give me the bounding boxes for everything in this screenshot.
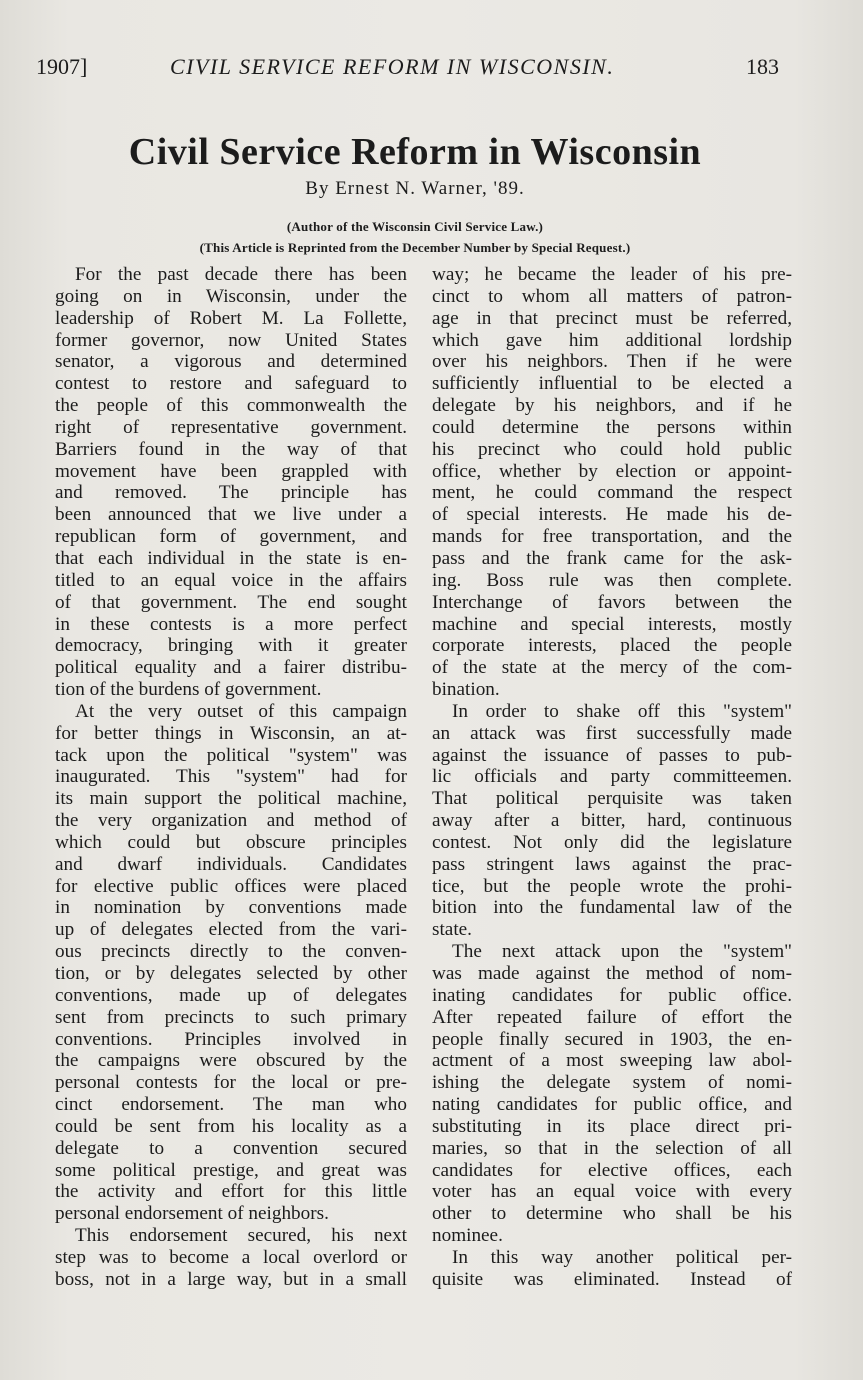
text-line: tack upon the political "system" was [55,744,407,766]
article-byline: By Ernest N. Warner, '89. [305,178,525,199]
text-line: the very organization and method of [55,810,407,832]
text-line: corporate interests, placed the people [432,635,792,657]
text-line: inaugurated. This "system" had for [55,766,407,788]
text-line: conventions, made up of delegates [55,984,407,1006]
running-head-title: CIVIL SERVICE REFORM IN WISCONSIN. [170,54,615,79]
text-line: Interchange of favors between the [432,591,792,613]
text-line: titled to an equal voice in the affairs [55,569,407,591]
text-line: inating candidates for public office. [432,984,792,1006]
text-line: This endorsement secured, his next [75,1225,407,1247]
text-line: At the very outset of this campaign [75,700,407,722]
text-line: leadership of Robert M. La Follette, [55,307,407,329]
running-head [36,50,779,84]
text-line: pass stringent laws against the prac- [432,853,792,875]
text-line: machine and special interests, mostly [432,613,792,635]
reprint-note: (This Article is Reprinted from the December Number by Special Request.) [199,240,631,255]
text-line: up of delegates elected from the vari- [55,919,407,941]
text-line: For the past decade there has been [75,264,407,285]
text-line: conventions. Principles involved in [55,1028,407,1050]
right-column [432,264,792,1291]
text-line: delegate by his neighbors, and if he [432,395,792,417]
text-line: maries, so that in the selection of all [432,1137,792,1159]
article-title: Civil Service Reform in Wisconsin [128,131,702,173]
text-line: senator, a vigorous and determined [55,351,407,373]
text-line: cinct to whom all matters of patron- [432,285,792,307]
text-line: and dwarf individuals. Candidates [55,853,407,875]
text-line: against the issuance of passes to pub- [432,744,792,766]
text-line: of special interests. He made his de- [432,504,792,526]
text-line: away after a bitter, hard, continuous [432,810,792,832]
text-line: office, whether by election or appoint- [432,460,792,482]
text-line: way; he became the leader of his pre- [432,264,792,285]
text-line: In this way another political per- [452,1246,792,1268]
text-line: going on in Wisconsin, under the [55,285,407,307]
text-line: delegate to a convention secured [55,1137,407,1159]
text-line: ment, he could command the respect [432,482,792,504]
text-line: political equality and a fairer distribu- [55,657,407,679]
text-line: in nomination by conventions made [55,897,407,919]
text-line: was made against the method of nom- [432,963,792,984]
text-line: lic officials and party committeemen. [432,766,792,788]
text-line: contest to restore and safeguard to [55,373,407,395]
text-line: some political prestige, and great was [55,1159,407,1181]
text-line: quisite was eliminated. Instead of [432,1268,792,1290]
text-line: in these contests is a more perfect [55,613,407,635]
text-line: personal contests for the local or pre- [55,1072,407,1094]
text-line: for better things in Wisconsin, an at- [55,722,407,744]
text-line: people finally secured in 1903, the en- [432,1028,792,1050]
text-line: cinct endorsement. The man who [55,1094,407,1116]
text-line: for elective public offices were placed [55,875,407,897]
author-note: (Author of the Wisconsin Civil Service Law.) [286,219,544,234]
text-line: personal endorsement of neighbors. [55,1203,329,1225]
text-line: The next attack upon the "system" [452,941,792,963]
text-line: boss, not in a large way, but in a small [55,1268,407,1290]
text-line: right of representative government. [55,416,407,438]
text-line: After repeated failure of effort the [432,1006,792,1028]
text-line: his precinct who could hold public [432,438,792,460]
text-line: step was to become a local overlord or [55,1246,407,1268]
text-line: ishing the delegate system of nomi- [432,1072,792,1094]
text-line: the activity and effort for this little [55,1181,407,1203]
text-line: candidates for elective offices, each [432,1159,792,1181]
text-line: the campaigns were obscured by the [55,1050,407,1072]
text-line: its main support the political machine, [55,788,407,810]
text-line: that each individual in the state is en- [55,547,407,569]
text-line: In order to shake off this "system" [452,700,792,722]
text-line: which could but obscure principles [55,831,407,853]
text-line: could determine the persons within [432,416,792,438]
text-line: That political perquisite was taken [432,788,792,810]
text-line: voter has an equal voice with every [432,1181,792,1203]
text-line: Barriers found in the way of that [55,438,407,460]
text-line: former governor, now United States [55,329,407,351]
text-line: sufficiently influential to be elected a [432,373,792,395]
text-line: substituting in its place direct pri- [432,1115,792,1137]
text-line: bination. [432,679,500,701]
text-line: tion of the burdens of government. [55,679,322,701]
text-line: and removed. The principle has [55,482,407,504]
text-line: of that government. The end sought [55,591,407,613]
text-line: pass and the frank came for the ask- [432,547,792,569]
text-line: over his neighbors. Then if he were [432,351,792,373]
text-line: bition into the fundamental law of the [432,897,792,919]
text-line: mands for free transportation, and the [432,526,792,548]
text-line: sent from precincts to such primary [55,1006,407,1028]
text-line: ous precincts directly to the conven- [55,941,407,963]
text-line: state. [432,919,472,941]
text-line: been announced that we live under a [55,504,407,526]
running-head-year: 1907] [36,54,88,79]
text-line: nating candidates for public office, and [432,1094,792,1116]
left-column [55,264,407,1291]
text-line: other to determine who shall be his [432,1203,792,1225]
text-line: actment of a most sweeping law abol- [432,1050,792,1072]
text-line: republican form of government, and [55,526,407,548]
text-line: nominee. [432,1225,503,1247]
text-line: tion, or by delegates selected by other [55,963,407,984]
text-line: of the state at the mercy of the com- [432,657,792,679]
text-line: an attack was first successfully made [432,722,792,744]
text-line: tice, but the people wrote the prohi- [432,875,792,897]
page-number: 183 [746,54,779,79]
text-line: the people of this commonwealth the [55,395,407,417]
text-line: democracy, bringing with it greater [55,635,407,657]
text-line: contest. Not only did the legislature [432,831,792,853]
text-line: movement have been grappled with [55,460,407,482]
text-line: which gave him additional lordship [432,329,792,351]
text-line: could be sent from his locality as a [55,1115,407,1137]
text-line: ing. Boss rule was then complete. [432,569,792,591]
text-line: age in that precinct must be referred, [432,307,792,329]
